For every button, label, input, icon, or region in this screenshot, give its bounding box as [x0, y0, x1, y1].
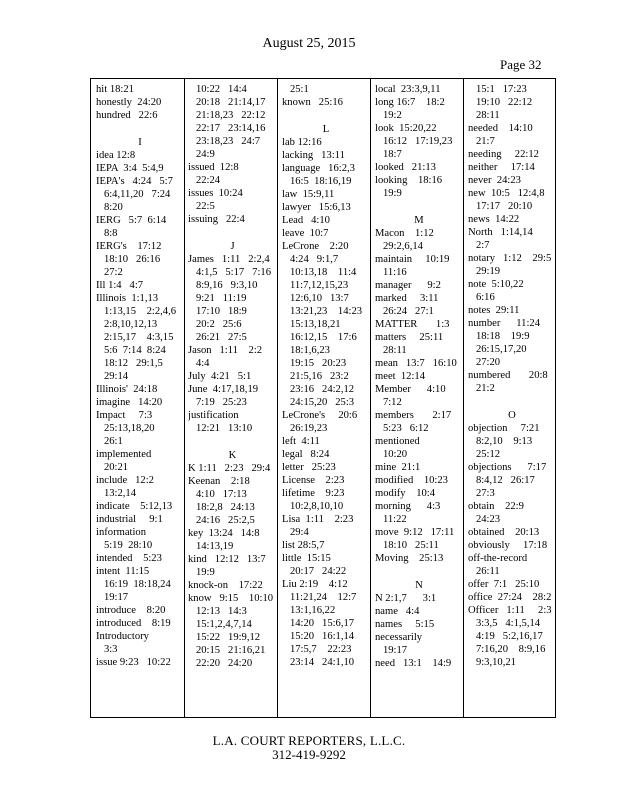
index-entry-line: honestly 24:20 [96, 97, 162, 108]
index-entry-line: office 27:24 28:2 [468, 592, 552, 603]
index-entry-line: implemented [96, 449, 152, 460]
index-entry-line: 18:2,8 24:13 [188, 502, 255, 513]
index-entry-line: 24:9 [188, 149, 215, 160]
index-entry-line: obtained 20:13 [468, 527, 540, 538]
index-entry-line: 21:5,16 23:2 [282, 371, 349, 382]
index-entry-line: hit 18:21 [96, 84, 134, 95]
index-entry-line: IEPA 3:4 5:4,9 [96, 163, 164, 174]
index-entry-line: 3:3,5 4:1,5,14 [468, 618, 541, 629]
index-entry-line: 6:4,11,20 7:24 [96, 189, 171, 200]
index-entry-line: 25:12 [468, 449, 501, 460]
index-entry-line: LeCrone 2:20 [282, 241, 349, 252]
index-entry-line: 14:20 15:6,17 [282, 618, 355, 629]
index-entry-line: looking 18:16 [375, 175, 443, 186]
index-entry-line: 28:11 [375, 345, 407, 356]
index-entry-line: 11:16 [375, 267, 407, 278]
blank-line [468, 395, 556, 408]
section-letter: J [230, 241, 235, 252]
index-entry-line: notes 29:11 [468, 305, 520, 316]
blank-line [188, 226, 277, 239]
index-entry-line: know 9:15 10:10 [188, 593, 274, 604]
index-entry-line: 19:17 [375, 645, 408, 656]
index-entry-line: looked 21:13 [375, 162, 436, 173]
index-entry-line: LeCrone's 20:6 [282, 410, 358, 421]
index-entry-line: 21:18,23 22:12 [188, 110, 266, 121]
index-entry-line: 29:2,6,14 [375, 241, 423, 252]
index-entry-line: knock-on 17:22 [188, 580, 263, 591]
index-column-2 [185, 79, 278, 717]
index-entry-line: look 15:20,22 [375, 123, 437, 134]
index-entry-line: 12:21 13:10 [188, 423, 253, 434]
index-entry-line: 26:15,17,20 [468, 344, 527, 355]
index-entry-line: 15:22 19:9,12 [188, 632, 261, 643]
footer-phone: 312-419-9292 [272, 747, 346, 762]
index-entry-line: 8:4,12 26:17 [468, 475, 535, 486]
index-entry-line: lifetime 9:23 [282, 488, 345, 499]
index-entry-line: Illinois 1:1,13 [96, 293, 159, 304]
section-letter: N [415, 580, 423, 591]
index-entry-line: 18:1,6,23 [282, 345, 330, 356]
index-entry-line: Jason 1:11 2:2 [188, 345, 263, 356]
index-entry-line: issues 10:24 [188, 188, 243, 199]
index-entry-line: left 4:11 [282, 436, 320, 447]
footer-company: L.A. COURT REPORTERS, L.L.C. [212, 733, 406, 748]
index-entry-line: 13:2,14 [96, 488, 137, 499]
index-entry-line: manager 9:2 [375, 280, 441, 291]
index-table [90, 78, 556, 718]
index-entry-line: Member 4:10 [375, 384, 446, 395]
index-entry-line: 6:16 [468, 292, 495, 303]
index-entry-line: IEPA's 4:24 5:7 [96, 176, 173, 187]
index-entry-line: 20:18 21:14,17 [188, 97, 266, 108]
index-entry-line: known 25:16 [282, 97, 343, 108]
index-entry-line: Lead 4:10 [282, 215, 330, 226]
index-entry-line: Liu 2:19 4:12 [282, 579, 348, 590]
index-entry-line: 23:16 24:2,12 [282, 384, 355, 395]
index-entry-line: off-the-record [468, 553, 528, 564]
index-entry-line: 22:24 [188, 175, 221, 186]
index-entry-line: 15:20 16:1,14 [282, 631, 355, 642]
index-entry-line: information [96, 527, 147, 538]
index-entry-line: July 4:21 5:1 [188, 371, 252, 382]
index-entry-line: number 11:24 [468, 318, 540, 329]
index-entry-line: 21:7 [468, 136, 495, 147]
index-entry-line: 2:7 [468, 240, 490, 251]
index-entry-line: Keenan 2:18 [188, 476, 250, 487]
index-entry-line: IERG 5:7 6:14 [96, 215, 167, 226]
index-entry-line: 2:8,10,12,13 [96, 319, 158, 330]
section-letter: I [138, 137, 142, 148]
index-entry-line: 4:4 [188, 358, 210, 369]
index-entry-line: 13:21,23 14:23 [282, 306, 363, 317]
index-entry-line: 19:17 [96, 592, 129, 603]
index-entry-line: 9:21 11:19 [188, 293, 247, 304]
index-entry-line: Lisa 1:11 2:23 [282, 514, 354, 525]
index-entry-line: matters 25:11 [375, 332, 444, 343]
index-entry-line: 10:13,18 11:4 [282, 267, 357, 278]
index-entry-line: objection 7:21 [468, 423, 540, 434]
index-entry-line: 18:18 19:9 [468, 331, 530, 342]
index-entry-line: modified 10:23 [375, 475, 448, 486]
index-entry-line: notary 1:12 29:5 [468, 253, 552, 264]
index-entry-line: 10:20 [375, 449, 408, 460]
index-entry-line: need 13:1 14:9 [375, 658, 452, 669]
index-entry-line: 5:23 6:12 [375, 423, 429, 434]
index-entry-line: 14:13,19 [188, 541, 234, 552]
index-entry-line: 29:19 [468, 266, 501, 277]
blank-line [375, 565, 463, 578]
index-entry-line: 11:22 [375, 514, 407, 525]
index-entry-line: Officer 1:11 2:3 [468, 605, 552, 616]
index-entry-line: Impact 7:3 [96, 410, 153, 421]
index-entry-line: 11:7,12,15,23 [282, 280, 349, 291]
index-entry-line: 25:13,18,20 [96, 423, 155, 434]
blank-line [96, 122, 184, 135]
index-entry-line: leave 10:7 [282, 228, 329, 239]
index-entry-line: name 4:4 [375, 606, 420, 617]
index-entry-line: list 28:5,7 [282, 540, 325, 551]
index-entry-line: 5:19 28:10 [96, 540, 153, 551]
index-entry-line: Introductory [96, 631, 149, 642]
index-column-5 [464, 79, 556, 717]
index-entry-line: 16:12,15 17:6 [282, 332, 357, 343]
index-entry-line: never 24:23 [468, 175, 521, 186]
index-entry-line: North 1:14,14 [468, 227, 533, 238]
index-entry-line: modify 10:4 [375, 488, 436, 499]
index-entry-line: mine 21:1 [375, 462, 421, 473]
index-entry-line: new 10:5 12:4,8 [468, 188, 545, 199]
index-entry-line: 26:24 27:1 [375, 306, 434, 317]
index-entry-line: needed 14:10 [468, 123, 533, 134]
index-entry-line: 7:16,20 8:9,16 [468, 644, 546, 655]
index-entry-line: 18:12 29:1,5 [96, 358, 163, 369]
index-entry-line: 24:15,20 25:3 [282, 397, 355, 408]
index-column-1 [91, 79, 185, 717]
index-entry-line: 13:1,16,22 [282, 605, 336, 616]
index-entry-line: members 2:17 [375, 410, 452, 421]
index-entry-line: obtain 22:9 [468, 501, 524, 512]
index-entry-line: 15:1 17:23 [468, 84, 527, 95]
index-entry-line: 8:9,16 9:3,10 [188, 280, 258, 291]
index-entry-line: 27:20 [468, 357, 501, 368]
index-entry-line: 20:15 21:16,21 [188, 645, 266, 656]
index-entry-line: local 23:3,9,11 [375, 84, 441, 95]
index-column-3 [278, 79, 371, 717]
index-entry-line: idea 12:8 [96, 150, 136, 161]
index-entry-line: 19:9 [375, 188, 402, 199]
index-entry-line: kind 12:12 13:7 [188, 554, 266, 565]
index-entry-line: lawyer 15:6,13 [282, 202, 351, 213]
index-entry-line: mean 13:7 16:10 [375, 358, 457, 369]
index-entry-line: 29:4 [282, 527, 309, 538]
section-letter: K [228, 450, 237, 461]
index-entry-line: 20:2 25:6 [188, 319, 242, 330]
index-entry-line: introduced 8:19 [96, 618, 171, 629]
index-entry-line: 23:14 24:1,10 [282, 657, 355, 668]
index-entry-line: 7:12 [375, 397, 402, 408]
index-entry-line: 26:1 [96, 436, 123, 447]
index-entry-line: note 5:10,22 [468, 279, 524, 290]
index-entry-line: imagine 14:20 [96, 397, 163, 408]
index-entry-line: 4:1,5 5:17 7:16 [188, 267, 271, 278]
index-entry-line: 8:2,10 9:13 [468, 436, 533, 447]
index-entry-line: include 12:2 [96, 475, 154, 486]
section-letter: O [508, 410, 516, 421]
index-entry-line: 18:10 25:11 [375, 540, 439, 551]
index-entry-line: 17:10 18:9 [188, 306, 247, 317]
index-entry-line: 19:9 [188, 567, 215, 578]
index-entry-line: introduce 8:20 [96, 605, 166, 616]
index-entry-line: issuing 22:4 [188, 214, 245, 225]
index-entry-line: 23:18,23 24:7 [188, 136, 261, 147]
index-entry-line: 22:20 24:20 [188, 658, 253, 669]
index-entry-line: objections 7:17 [468, 462, 547, 473]
index-entry-line: 19:2 [375, 110, 402, 121]
index-entry-line: Macon 1:12 [375, 228, 434, 239]
index-entry-line: needing 22:12 [468, 149, 539, 160]
index-entry-line: little 15:15 [282, 553, 331, 564]
index-entry-line: IERG's 17:12 [96, 241, 162, 252]
page-number: Page 32 [500, 57, 542, 72]
index-entry-line: 24:16 25:2,5 [188, 515, 255, 526]
index-entry-line: 8:20 [96, 202, 123, 213]
index-entry-line: lacking 13:11 [282, 150, 345, 161]
index-entry-line: intent 11:15 [96, 566, 150, 577]
index-entry-line: 27:2 [96, 267, 123, 278]
index-entry-line: 16:5 18:16,19 [282, 176, 352, 187]
index-entry-line: 17:17 20:10 [468, 201, 533, 212]
index-entry-line: language 16:2,3 [282, 163, 355, 174]
index-entry-line: 20:21 [96, 462, 129, 473]
index-entry-line: 16:19 18:18,24 [96, 579, 171, 590]
index-entry-line: N 2:1,7 3:1 [375, 593, 437, 604]
index-entry-line: 26:11 [468, 566, 500, 577]
index-column-4 [371, 79, 464, 717]
index-entry-line: 21:2 [468, 383, 495, 394]
index-entry-line: intended 5:23 [96, 553, 162, 564]
index-entry-line: hundred 22:6 [96, 110, 158, 121]
index-entry-line: long 16:7 18:2 [375, 97, 445, 108]
index-entry-line: issued 12:8 [188, 162, 239, 173]
document-date: August 25, 2015 [262, 36, 356, 51]
index-entry-line: 25:1 [282, 84, 309, 95]
index-entry-line: legal 8:24 [282, 449, 330, 460]
index-entry-line: names 5:15 [375, 619, 435, 630]
index-entry-line: news 14:22 [468, 214, 520, 225]
index-entry-line: indicate 5:12,13 [96, 501, 173, 512]
index-entry-line: issue 9:23 10:22 [96, 657, 171, 668]
blank-line [375, 200, 463, 213]
index-entry-line: 10:2,8,10,10 [282, 501, 344, 512]
index-entry-line: obviously 17:18 [468, 540, 548, 551]
index-entry-line: morning 4:3 [375, 501, 441, 512]
index-entry-line: letter 25:23 [282, 462, 336, 473]
index-entry-line: neither 17:14 [468, 162, 535, 173]
index-entry-line: 28:11 [468, 110, 500, 121]
section-letter: L [322, 124, 330, 135]
index-entry-line: industrial 9:1 [96, 514, 163, 525]
index-entry-line: 9:3,10,21 [468, 657, 516, 668]
blank-line [188, 435, 277, 448]
index-entry-line: Ill 1:4 4:7 [96, 280, 144, 291]
index-entry-line: 27:3 [468, 488, 495, 499]
index-entry-line: June 4:17,18,19 [188, 384, 259, 395]
index-entry-line: marked 3:11 [375, 293, 439, 304]
index-entry-line: justification [188, 410, 239, 421]
index-entry-line: key 13:24 14:8 [188, 528, 260, 539]
index-entry-line: move 9:12 17:11 [375, 527, 455, 538]
index-entry-line: 18:7 [375, 149, 402, 160]
index-entry-line: law 15:9,11 [282, 189, 335, 200]
index-entry-line: 18:10 26:16 [96, 254, 161, 265]
index-entry-line: 7:19 25:23 [188, 397, 247, 408]
index-entry-line: 16:12 17:19,23 [375, 136, 453, 147]
index-entry-line: 8:8 [96, 228, 118, 239]
index-entry-line: 12:6,10 13:7 [282, 293, 349, 304]
index-entry-line: maintain 10:19 [375, 254, 450, 265]
index-entry-line: 5:6 7:14 8:24 [96, 345, 166, 356]
index-entry-line: 19:10 22:12 [468, 97, 533, 108]
index-entry-line: Illinois' 24:18 [96, 384, 158, 395]
index-entry-line: 4:19 5:2,16,17 [468, 631, 543, 642]
index-entry-line: 4:24 9:1,7 [282, 254, 339, 265]
index-entry-line: 10:22 14:4 [188, 84, 247, 95]
index-entry-line: meet 12:14 [375, 371, 426, 382]
blank-line [282, 109, 370, 122]
index-entry-line: mentioned [375, 436, 420, 447]
section-letter: M [414, 215, 424, 226]
index-entry-line: 12:13 14:3 [188, 606, 247, 617]
index-entry-line: 11:21,24 12:7 [282, 592, 357, 603]
index-entry-line: necessarily [375, 632, 423, 643]
index-entry-line: Moving 25:13 [375, 553, 444, 564]
index-entry-line: MATTER 1:3 [375, 319, 450, 330]
index-entry-line: 2:15,17 4:3,15 [96, 332, 174, 343]
index-entry-line: lab 12:16 [282, 137, 322, 148]
index-entry-line: 15:13,18,21 [282, 319, 341, 330]
index-entry-line: 26:21 27:5 [188, 332, 247, 343]
index-entry-line: numbered 20:8 [468, 370, 548, 381]
index-entry-line: 26:19,23 [282, 423, 328, 434]
index-entry-line: 3:3 [96, 644, 118, 655]
index-entry-line: James 1:11 2:2,4 [188, 254, 270, 265]
index-entry-line: offer 7:1 25:10 [468, 579, 540, 590]
index-entry-line: 15:1,2,4,7,14 [188, 619, 252, 630]
index-entry-line: 19:15 20:23 [282, 358, 347, 369]
index-entry-line: 24:23 [468, 514, 501, 525]
index-entry-line: 22:17 23:14,16 [188, 123, 266, 134]
index-entry-line: 20:17 24:22 [282, 566, 347, 577]
index-entry-line: K 1:11 2:23 29:4 [188, 463, 271, 474]
index-entry-line: 4:10 17:13 [188, 489, 247, 500]
index-entry-line: 17:5,7 22:23 [282, 644, 352, 655]
index-entry-line: License 2:23 [282, 475, 345, 486]
index-entry-line: 1:13,15 2:2,4,6 [96, 306, 177, 317]
index-entry-line: 22:5 [188, 201, 215, 212]
index-entry-line: 29:14 [96, 371, 129, 382]
